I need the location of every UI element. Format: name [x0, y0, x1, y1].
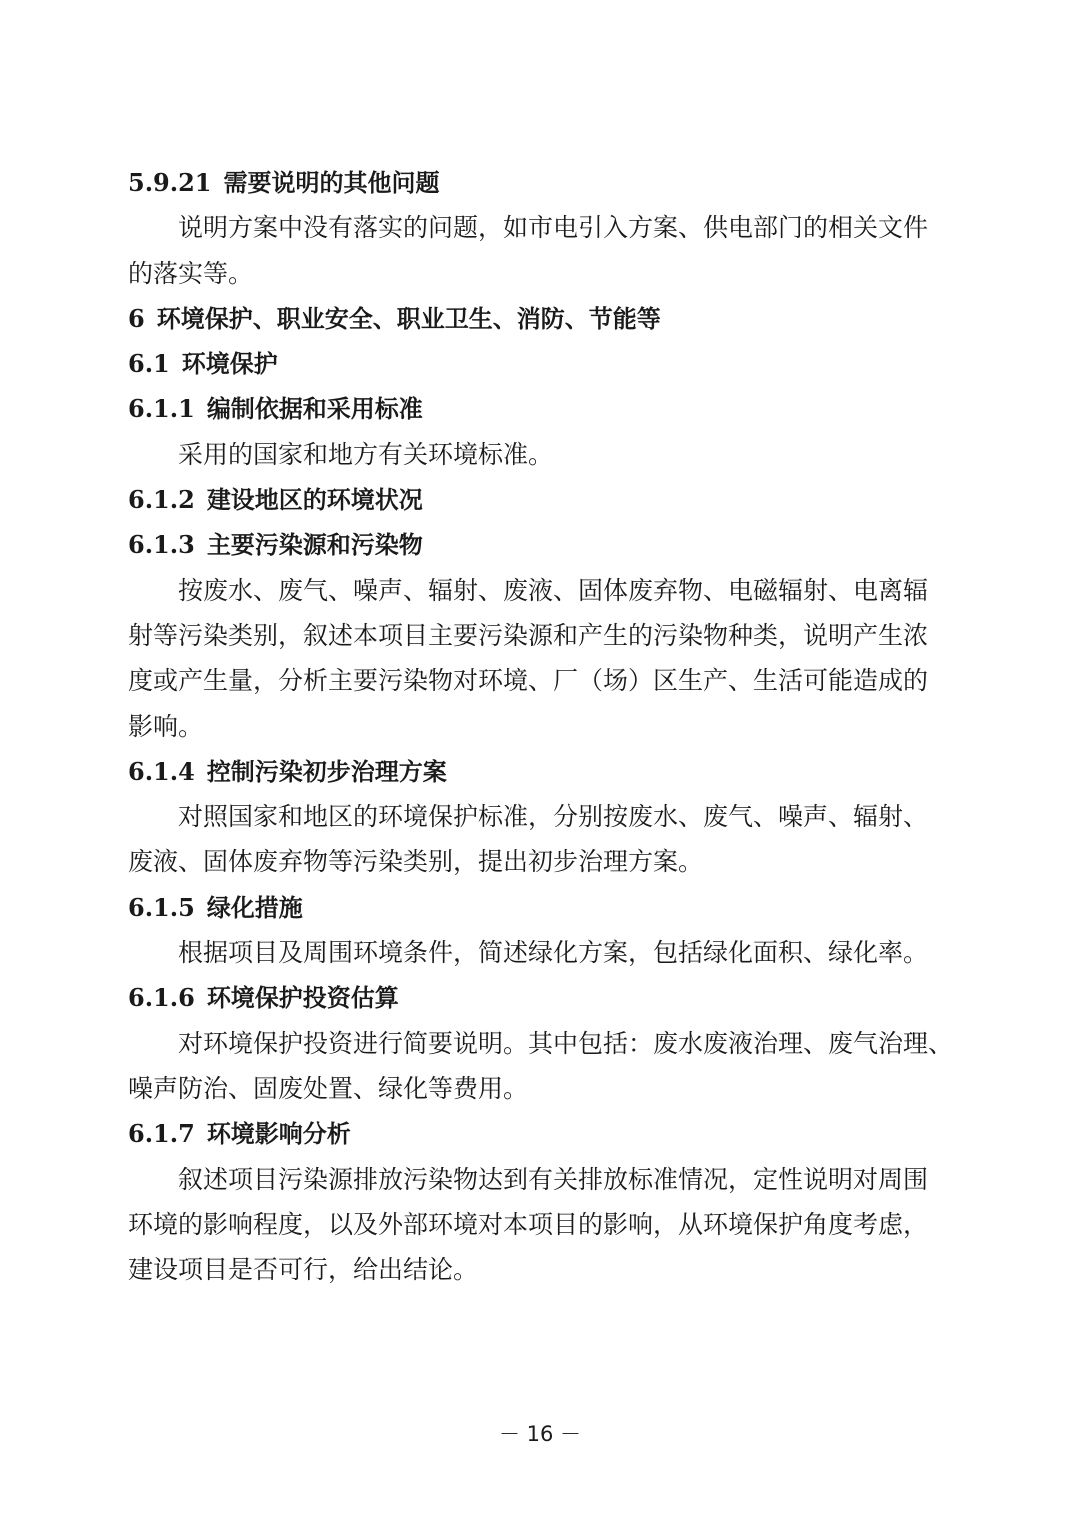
section-number: 6 — [128, 303, 145, 333]
paragraph-line: 说明方案中没有落实的问题，如市电引入方案、供电部门的相关文件 — [178, 213, 929, 243]
paragraph-line: 根据项目及周围环境条件，简述绿化方案，包括绿化面积、绿化率。 — [178, 938, 929, 968]
paragraph-line: 叙述项目污染源排放污染物达到有关排放标准情况，定性说明对周围 — [178, 1164, 929, 1194]
section-number: 6.1 — [128, 349, 170, 379]
section-title: 编制依据和采用标准 — [206, 395, 423, 424]
document-body — [128, 160, 958, 1292]
paragraph-line: 环境的影响程度，以及外部环境对本项目的影响，从环境保护角度考虑， — [128, 1209, 929, 1239]
section-number: 6.1.7 — [128, 1119, 195, 1149]
section-number: 6.1.4 — [128, 756, 195, 786]
paragraph-line: 废液、固体废弃物等污染类别，提出初步治理方案。 — [128, 847, 704, 877]
section-number: 6.1.3 — [128, 530, 195, 560]
section-heading — [128, 341, 958, 386]
section-number: 6.1.1 — [128, 394, 195, 424]
paragraph — [128, 1157, 958, 1293]
paragraph-line: 的落实等。 — [128, 258, 254, 288]
section-heading — [128, 160, 958, 205]
section-title: 环境保护 — [181, 350, 278, 379]
section-title: 绿化措施 — [206, 893, 303, 922]
paragraph-line: 按废水、废气、噪声、辐射、废液、固体废弃物、电磁辐射、电离辐 — [178, 575, 929, 605]
paragraph — [128, 568, 958, 749]
section-title: 需要说明的其他问题 — [223, 169, 440, 197]
section-title: 环境保护投资估算 — [206, 984, 399, 1013]
paragraph-line: 度或产生量，分析主要污染物对环境、厂（场）区生产、生活可能造成的 — [128, 666, 929, 696]
section-heading — [128, 477, 958, 522]
section-heading — [128, 885, 958, 930]
paragraph-line: 射等污染类别，叙述本项目主要污染源和产生的污染物种类，说明产生浓 — [128, 620, 929, 650]
section-heading — [128, 749, 958, 794]
section-title: 环境保护、职业安全、职业卫生、消防、节能等 — [156, 304, 661, 333]
paragraph — [128, 930, 958, 975]
paragraph-line: 噪声防治、固废处置、绿化等费用。 — [128, 1073, 529, 1103]
paragraph-line: 影响。 — [128, 711, 204, 741]
section-number: 6.1.5 — [128, 892, 195, 922]
section-heading — [128, 1111, 958, 1156]
section-number: 6.1.6 — [128, 983, 195, 1013]
paragraph — [128, 432, 958, 477]
paragraph — [128, 205, 958, 296]
section-heading — [128, 296, 958, 341]
paragraph-line: 建设项目是否可行，给出结论。 — [128, 1255, 479, 1285]
section-number: 5.9.21 — [128, 168, 212, 197]
section-title: 主要污染源和污染物 — [206, 531, 423, 560]
section-heading — [128, 522, 958, 567]
paragraph-line: 采用的国家和地方有关环境标准。 — [178, 439, 554, 469]
section-title: 控制污染初步治理方案 — [206, 757, 447, 786]
section-heading — [128, 386, 958, 431]
section-title: 环境影响分析 — [206, 1120, 351, 1149]
section-number: 6.1.2 — [128, 485, 195, 515]
section-heading — [128, 975, 958, 1020]
section-title: 建设地区的环境状况 — [206, 486, 423, 515]
paragraph-line: 对照国家和地区的环境保护标准，分别按废水、废气、噪声、辐射、 — [178, 802, 929, 832]
paragraph — [128, 794, 958, 885]
paragraph — [128, 1021, 958, 1112]
paragraph-line: 对环境保护投资进行简要说明。其中包括：废水废液治理、废气治理、 — [178, 1028, 954, 1058]
page-number: － 16 － — [498, 1422, 582, 1446]
